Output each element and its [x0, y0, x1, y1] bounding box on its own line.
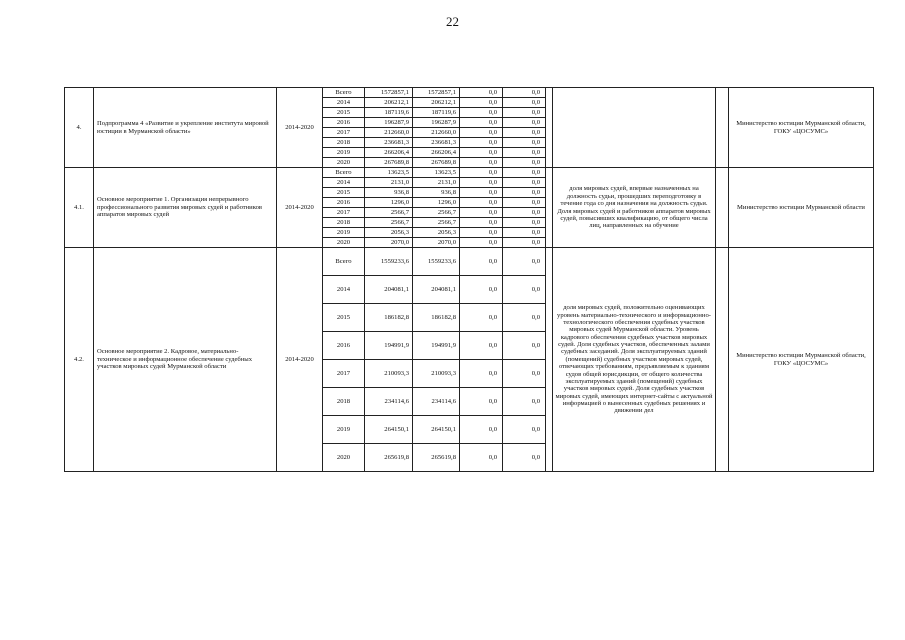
regional-cell: 1296,0 — [413, 198, 460, 208]
total-cell: 265619,8 — [365, 444, 413, 472]
year-cell: 2015 — [323, 188, 365, 198]
federal-cell: 0,0 — [460, 248, 503, 276]
regional-cell: 13623,5 — [413, 168, 460, 178]
year-cell: 2018 — [323, 388, 365, 416]
total-cell: 204081,1 — [365, 276, 413, 304]
federal-cell: 0,0 — [460, 276, 503, 304]
federal-cell: 0,0 — [460, 198, 503, 208]
indicator-cell: доля мировых судей, положительно оценивающих уровень материально-технического и информационно-технологического обеспечения судебных участков мировых судей Мурманской области. Уровень кадрового обеспечения судебных участков мировых судей. Доля судебных участков, обеспеченных залами судебных заседаний. Доля эксплуатируемых зданий (помещений) судебных участков мировых судей, отвечающих требованиям, предъявляемым к зданиям судов общей юрисдикции, от общего количества эксплуатируемых зданий (помещений) судебных участков мировых судей. Доля судебных участков мировых судей, имеющих интернет-сайты с актуальной информацией о вынесенных судебных решениях и движении дел — [553, 248, 716, 472]
regional-cell: 210093,3 — [413, 360, 460, 388]
year-cell: 2016 — [323, 198, 365, 208]
item-name: Основное мероприятие 2. Кадровое, материально-техническое и информационное обеспечение судебных участков мировых судей Мурманской области — [94, 248, 277, 472]
regional-cell: 2131,0 — [413, 178, 460, 188]
regional-cell: 206212,1 — [413, 98, 460, 108]
federal-cell: 0,0 — [460, 332, 503, 360]
year-cell: 2014 — [323, 178, 365, 188]
spacer-cell — [716, 248, 729, 472]
total-cell: 212660,0 — [365, 128, 413, 138]
year-cell: 2018 — [323, 138, 365, 148]
table-row — [65, 168, 874, 178]
regional-cell: 204081,1 — [413, 276, 460, 304]
total-cell: 2131,0 — [365, 178, 413, 188]
table-row — [65, 248, 874, 276]
local-cell: 0,0 — [503, 148, 546, 158]
total-cell: 236681,3 — [365, 138, 413, 148]
item-name: Подпрограмма 4 «Развитие и укрепление института мировой юстиции в Мурманской области» — [94, 88, 277, 168]
total-cell: 267689,8 — [365, 158, 413, 168]
local-cell: 0,0 — [503, 248, 546, 276]
local-cell: 0,0 — [503, 98, 546, 108]
total-cell: 2056,3 — [365, 228, 413, 238]
year-cell: Всего — [323, 88, 365, 98]
year-cell: 2014 — [323, 276, 365, 304]
regional-cell: 236681,3 — [413, 138, 460, 148]
federal-cell: 0,0 — [460, 228, 503, 238]
year-cell: 2020 — [323, 238, 365, 248]
total-cell: 1572857,1 — [365, 88, 413, 98]
spacer-cell — [546, 168, 553, 248]
federal-cell: 0,0 — [460, 148, 503, 158]
local-cell: 0,0 — [503, 208, 546, 218]
regional-cell: 265619,8 — [413, 444, 460, 472]
regional-cell: 196287,9 — [413, 118, 460, 128]
total-cell: 2566,7 — [365, 208, 413, 218]
total-cell: 187119,6 — [365, 108, 413, 118]
year-cell: 2016 — [323, 118, 365, 128]
executor-cell: Министерство юстиции Мурманской области, ГОКУ «ЦОСУМС» — [729, 88, 874, 168]
total-cell: 234114,6 — [365, 388, 413, 416]
federal-cell: 0,0 — [460, 360, 503, 388]
federal-cell: 0,0 — [460, 218, 503, 228]
federal-cell: 0,0 — [460, 388, 503, 416]
local-cell: 0,0 — [503, 218, 546, 228]
regional-cell: 194991,9 — [413, 332, 460, 360]
total-cell: 936,8 — [365, 188, 413, 198]
federal-cell: 0,0 — [460, 98, 503, 108]
local-cell: 0,0 — [503, 198, 546, 208]
local-cell: 0,0 — [503, 128, 546, 138]
federal-cell: 0,0 — [460, 158, 503, 168]
local-cell: 0,0 — [503, 276, 546, 304]
item-period: 2014-2020 — [277, 248, 323, 472]
total-cell: 186182,8 — [365, 304, 413, 332]
federal-cell: 0,0 — [460, 178, 503, 188]
year-cell: 2014 — [323, 98, 365, 108]
item-number: 4.2. — [65, 248, 94, 472]
year-cell: Всего — [323, 248, 365, 276]
federal-cell: 0,0 — [460, 168, 503, 178]
federal-cell: 0,0 — [460, 444, 503, 472]
federal-cell: 0,0 — [460, 128, 503, 138]
regional-cell: 187119,6 — [413, 108, 460, 118]
total-cell: 206212,1 — [365, 98, 413, 108]
local-cell: 0,0 — [503, 188, 546, 198]
regional-cell: 1559233,6 — [413, 248, 460, 276]
total-cell: 264150,1 — [365, 416, 413, 444]
executor-cell: Министерство юстиции Мурманской области, ГОКУ «ЦОСУМС» — [729, 248, 874, 472]
total-cell: 1296,0 — [365, 198, 413, 208]
item-number: 4. — [65, 88, 94, 168]
local-cell: 0,0 — [503, 388, 546, 416]
regional-cell: 186182,8 — [413, 304, 460, 332]
item-period: 2014-2020 — [277, 88, 323, 168]
federal-cell: 0,0 — [460, 208, 503, 218]
local-cell: 0,0 — [503, 238, 546, 248]
spacer-cell — [716, 168, 729, 248]
regional-cell: 264150,1 — [413, 416, 460, 444]
spacer-cell — [716, 88, 729, 168]
indicator-cell: доля мировых судей, впервые назначенных на должность судьи, прошедших переподготовку в течение года со дня назначения на должность судьи. Доля мировых судей и работников аппаратов мировых судей, повысивших квалификацию, от общего числа лиц, направленных на обучение — [553, 168, 716, 248]
regional-cell: 2566,7 — [413, 218, 460, 228]
federal-cell: 0,0 — [460, 304, 503, 332]
total-cell: 194991,9 — [365, 332, 413, 360]
program-table — [64, 87, 874, 472]
year-cell: 2015 — [323, 108, 365, 118]
item-number: 4.1. — [65, 168, 94, 248]
total-cell: 2566,7 — [365, 218, 413, 228]
total-cell: 1559233,6 — [365, 248, 413, 276]
total-cell: 13623,5 — [365, 168, 413, 178]
federal-cell: 0,0 — [460, 238, 503, 248]
federal-cell: 0,0 — [460, 138, 503, 148]
year-cell: 2019 — [323, 416, 365, 444]
local-cell: 0,0 — [503, 108, 546, 118]
total-cell: 196287,9 — [365, 118, 413, 128]
local-cell: 0,0 — [503, 178, 546, 188]
year-cell: 2015 — [323, 304, 365, 332]
year-cell: 2017 — [323, 360, 365, 388]
local-cell: 0,0 — [503, 118, 546, 128]
local-cell: 0,0 — [503, 138, 546, 148]
regional-cell: 936,8 — [413, 188, 460, 198]
page-number: 22 — [446, 14, 459, 29]
regional-cell: 234114,6 — [413, 388, 460, 416]
year-cell: 2017 — [323, 208, 365, 218]
regional-cell: 266206,4 — [413, 148, 460, 158]
regional-cell: 2056,3 — [413, 228, 460, 238]
year-cell: 2017 — [323, 128, 365, 138]
local-cell: 0,0 — [503, 360, 546, 388]
year-cell: 2020 — [323, 444, 365, 472]
local-cell: 0,0 — [503, 332, 546, 360]
year-cell: 2018 — [323, 218, 365, 228]
federal-cell: 0,0 — [460, 118, 503, 128]
spacer-cell — [546, 248, 553, 472]
local-cell: 0,0 — [503, 304, 546, 332]
federal-cell: 0,0 — [460, 88, 503, 98]
year-cell: 2016 — [323, 332, 365, 360]
item-period: 2014-2020 — [277, 168, 323, 248]
executor-cell: Министерство юстиции Мурманской области — [729, 168, 874, 248]
total-cell: 2070,0 — [365, 238, 413, 248]
table-row — [65, 88, 874, 98]
year-cell: 2020 — [323, 158, 365, 168]
regional-cell: 212660,0 — [413, 128, 460, 138]
total-cell: 266206,4 — [365, 148, 413, 158]
local-cell: 0,0 — [503, 88, 546, 98]
local-cell: 0,0 — [503, 168, 546, 178]
spacer-cell — [546, 88, 553, 168]
regional-cell: 1572857,1 — [413, 88, 460, 98]
year-cell: Всего — [323, 168, 365, 178]
local-cell: 0,0 — [503, 228, 546, 238]
year-cell: 2019 — [323, 228, 365, 238]
indicator-cell — [553, 88, 716, 168]
federal-cell: 0,0 — [460, 416, 503, 444]
year-cell: 2019 — [323, 148, 365, 158]
regional-cell: 267689,8 — [413, 158, 460, 168]
federal-cell: 0,0 — [460, 188, 503, 198]
local-cell: 0,0 — [503, 416, 546, 444]
local-cell: 0,0 — [503, 158, 546, 168]
item-name: Основное мероприятие 1. Организация непрерывного профессионального развития мировых судей и работников аппаратов мировых судей — [94, 168, 277, 248]
total-cell: 210093,3 — [365, 360, 413, 388]
local-cell: 0,0 — [503, 444, 546, 472]
regional-cell: 2566,7 — [413, 208, 460, 218]
federal-cell: 0,0 — [460, 108, 503, 118]
regional-cell: 2070,0 — [413, 238, 460, 248]
